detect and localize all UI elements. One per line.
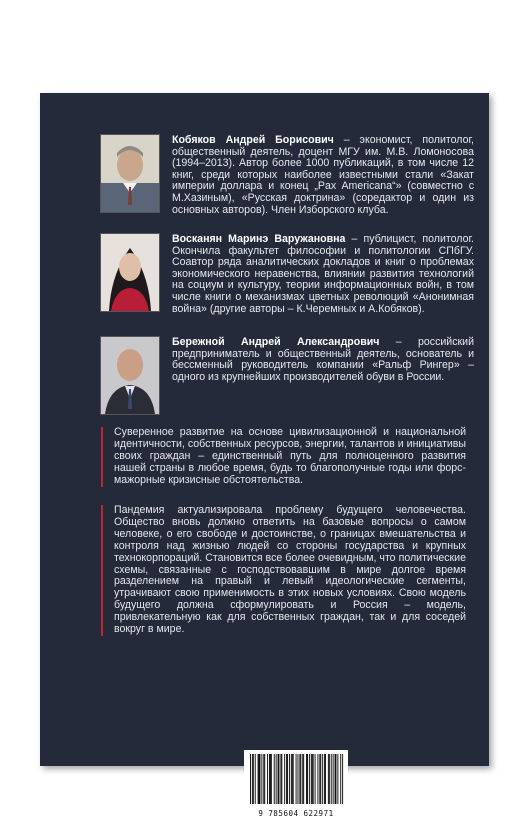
isbn-barcode xyxy=(244,750,348,820)
quote-text: Суверенное развитие на основе цивилизационной и национальной идентичности, собственных ресурсов, энергии, талантов и инициативы своих граждан – единственный путь для полноценного развития нашей страны в любое время, будь то благополучные годы или форс-мажорные кризисные обстоятельства. xyxy=(114,426,466,486)
author-bio-text: – публицист, политолог. Окончила факультет философии и политологии СПбГУ. Соавтор ряда аналитических докладов и книг о проблемах экономического неравенства, влиянии развития технологий на социум и культуру, теории информационных войн, в том числе книги о механизмах цветных революций «Анонимная война» (другие авторы – К.Черемных и А.Кобяков). xyxy=(172,233,474,315)
back-cover xyxy=(40,93,489,818)
author-bio-text: – российский предприниматель и общественный деятель, основатель и бессменный руководитель компании «Ральф Рингер» – одного из крупнейших производителей обуви в России. xyxy=(172,336,474,383)
isbn-number: 9 785604 622971 xyxy=(258,809,334,818)
author-bio-voskanyan xyxy=(172,234,474,315)
author-name: Бережной Андрей Александрович xyxy=(172,336,380,348)
author-bio-berezhnoy xyxy=(172,337,474,383)
barcode-bars xyxy=(244,750,348,808)
author-bio-text: – экономист, политолог, общественный деятель, доцент МГУ им. М.В. Ломоносова (1994–2013). Автор более 1000 публикаций, в том числе 12 книг, среди которых наиболее известными стали «Закат империи доллара и конец „Pax Americana“» (совместно с М.Хазиным), «Русская доктрина» (соредактор и один из основных авторов). Член Изборского клуба. xyxy=(172,134,474,216)
quote-sovereign-development xyxy=(101,427,466,487)
quote-pandemic xyxy=(101,505,466,636)
author-bio-kobyakov xyxy=(172,135,474,216)
author-name: Кобяков Андрей Борисович xyxy=(172,134,334,146)
author-photo-berezhnoy xyxy=(100,336,160,415)
author-photo-kobyakov xyxy=(100,134,160,213)
author-name: Восканян Маринэ Варужановна xyxy=(172,233,346,245)
author-photo-voskanyan xyxy=(100,233,160,312)
quote-text: Пандемия актуализировала проблему будущего человечества. Общество вновь должно ответить на базовые вопросы о самом человеке, о его свободе и достоинстве, о границах вмешательства и контроля над жизнью людей со стороны государства и крупных технокорпораций. Становится все более очевидным, что политические схемы, связанные с господствовавшим в мире долгое время разделением на правый и левый идеологические сегменты, утрачивают свою применимость в этих новых условиях. Свою модель будущего должна сформулировать и Россия – модель, привлекательную как для собственных граждан, так и для соседей вокруг в мире. xyxy=(114,504,466,636)
